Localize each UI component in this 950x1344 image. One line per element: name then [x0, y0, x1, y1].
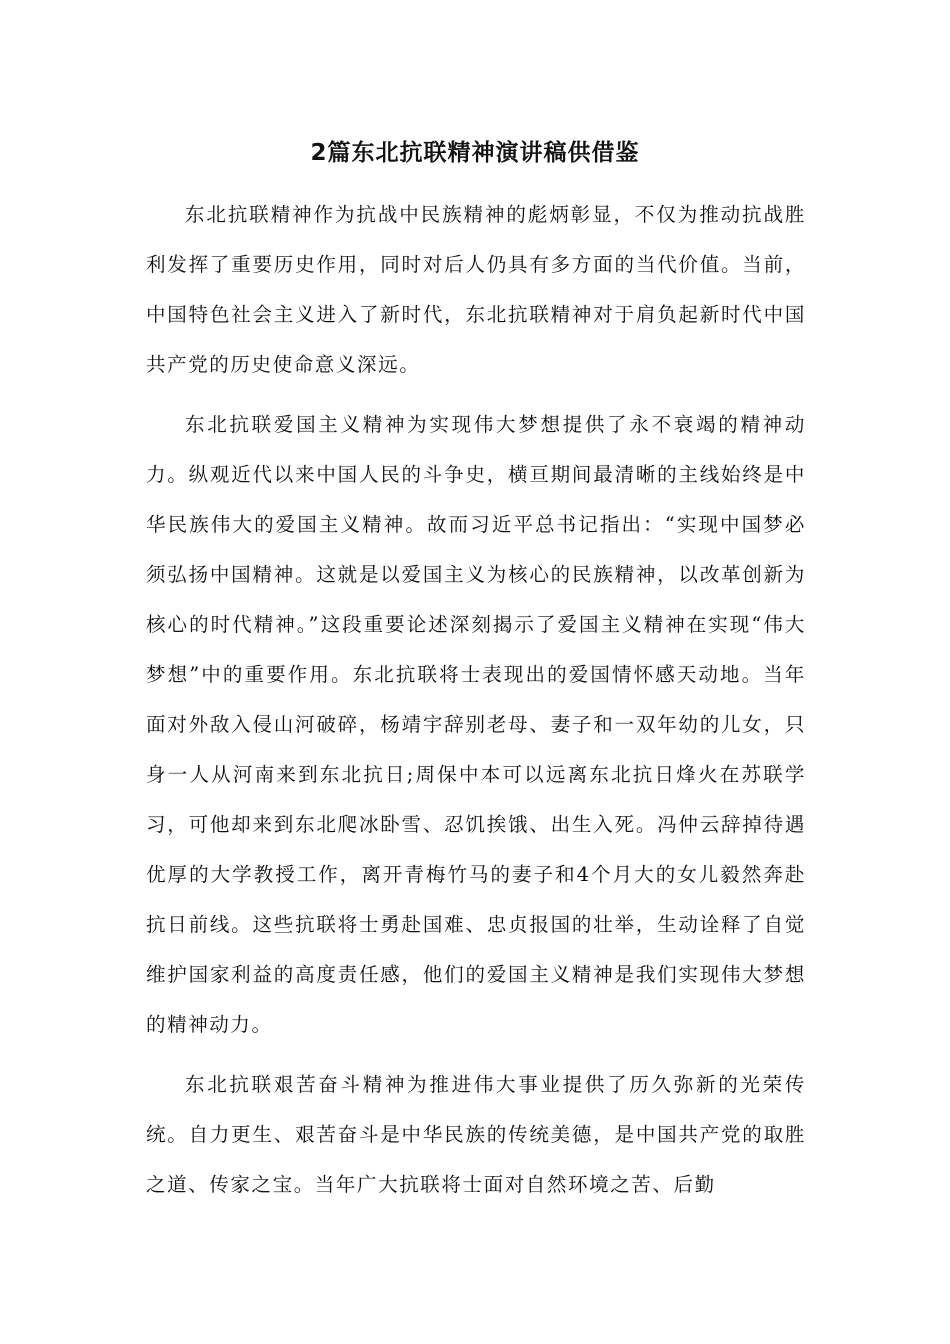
- paragraph-intro: 东北抗联精神作为抗战中民族精神的彪炳彰显，不仅为推动抗战胜利发挥了重要历史作用，同时对后人仍具有多方面的当代价值。当前，中国特色社会主义进入了新时代，东北抗联精神对于肩负起新时代中国共产党的历史使命意义深远。: [146, 203, 806, 376]
- paragraph-patriotism: 东北抗联爱国主义精神为实现伟大梦想提供了永不衰竭的精神动力。纵观近代以来中国人民的斗争史，横亘期间最清晰的主线始终是中华民族伟大的爱国主义精神。故而习近平总书记指出：“实现中国梦必须弘扬中国精神。这就是以爱国主义为核心的民族精神，以改革创新为核心的时代精神。”这段重要论述深刻揭示了爱国主义精神在实现“伟大梦想”中的重要作用。东北抗联将士表现出的爱国情怀感天动地。当年面对外敌入侵山河破碎，杨靖宇辞别老母、妻子和一双年幼的儿女，只身一人从河南来到东北抗日;周保中本可以远离东北抗日烽火在苏联学习，可他却来到东北爬冰卧雪、忍饥挨饿、出生入死。冯仲云辞掉待遇优厚的大学教授工作，离开青梅竹马的妻子和4个月大的女儿毅然奔赴抗日前线。这些抗联将士勇赴国难、忠贞报国的壮举，生动诠释了自觉维护国家利益的高度责任感，他们的爱国主义精神是我们实现伟大梦想的精神动力。: [146, 413, 806, 1036]
- document-body: [146, 190, 806, 1220]
- paragraph-hard-struggle: 东北抗联艰苦奋斗精神为推进伟大事业提供了历久弥新的光荣传统。自力更生、艰苦奋斗是中华民族的传统美德，是中国共产党的取胜之道、传家之宝。当年广大抗联将士面对自然环境之苦、后勤: [146, 1073, 806, 1196]
- document-title: 2篇东北抗联精神演讲稿供借鉴: [310, 140, 640, 166]
